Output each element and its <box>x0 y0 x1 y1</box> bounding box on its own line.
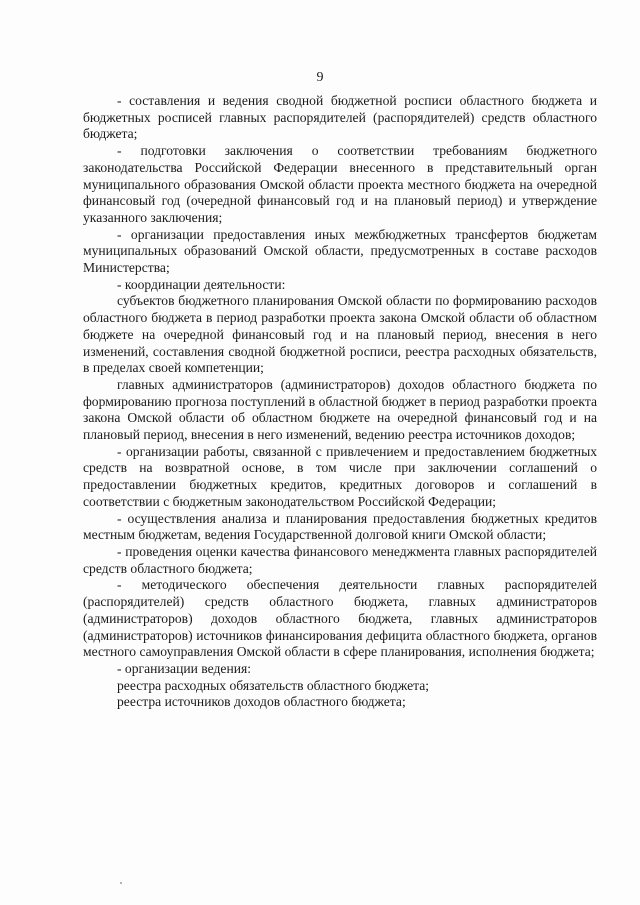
paragraph-revenue-administrators: главных администраторов (администраторов) доходов областного бюджета по формированию прогноза поступлений в областной бюджет в период разработки проекта закона Омской области об областном бюджете на очередной финансовый год и на плановый период, внесения в него изменений, ведению реестра источников доходов; <box>83 376 597 443</box>
paragraph-registry-heading: - организации ведения: <box>117 660 252 676</box>
paragraph-transfers: - организации предоставления иных межбюджетных трансфертов бюджетам муниципальных образований Омской области, предусмотренных в составе расходов Министерства; <box>83 226 597 276</box>
paragraph-expense-registry: реестра расходных обязательств областного бюджета; <box>117 677 430 693</box>
page-number: 9 <box>316 70 324 85</box>
paragraph-methodological-support: - методического обеспечения деятельности главных распорядителей (распорядителей) средств областного бюджета, главных администраторов (администраторов) доходов областного бюджета, главных администраторов (администраторов) источников финансирования дефицита областного бюджета, органов местного самоуправления Омской области в сфере планирования, исполнения бюджета; <box>83 577 597 660</box>
paragraph-quality-assessment: - проведения оценки качества финансового менеджмента главных распорядителей средств областного бюджета; <box>83 543 597 576</box>
paragraph-budget-list: - составления и ведения сводной бюджетной росписи областного бюджета и бюджетных росписей главных распорядителей (распорядителей) средств областного бюджета; <box>83 93 597 142</box>
paragraph-planning-subjects: субъектов бюджетного планирования Омской области по формированию расходов областного бюджета в период разработки проекта закона Омской области об областном бюджете на очередной финансовый год и на плановый период, внесения в него изменений, составления сводной бюджетной росписи, реестра расходных обязательств, в пределах своей компетенции; <box>83 293 597 376</box>
paragraph-revenue-registry: реестра источников доходов областного бюджета; <box>117 694 406 710</box>
paragraph-credit-analysis: - осуществления анализа и планирования предоставления бюджетных кредитов местным бюджетам, ведения Государственной долговой книги Омской области; <box>83 510 597 543</box>
paragraph-coordination-heading: - координации деятельности: <box>117 276 286 292</box>
paragraph-conclusion-preparation: - подготовки заключения о соответствии требованиям бюджетного законодательства Российской Федерации внесенного в представительный орган муниципального образования Омской области проекта местного бюджета на очередной финансовый год (очередной финансовый год и на плановый период) и утверждение указанного заключения; <box>83 143 597 225</box>
scan-artifact <box>120 882 122 884</box>
document-body <box>83 93 597 711</box>
paragraph-repayable-funds: - организации работы, связанной с привлечением и предоставлением бюджетных средств на возвратной основе, в том числе при заключении соглашений о предоставлении бюджетных кредитов, кредитных договоров и соглашений в соответствии с бюджетным законодательством Российской Федерации; <box>83 443 597 509</box>
